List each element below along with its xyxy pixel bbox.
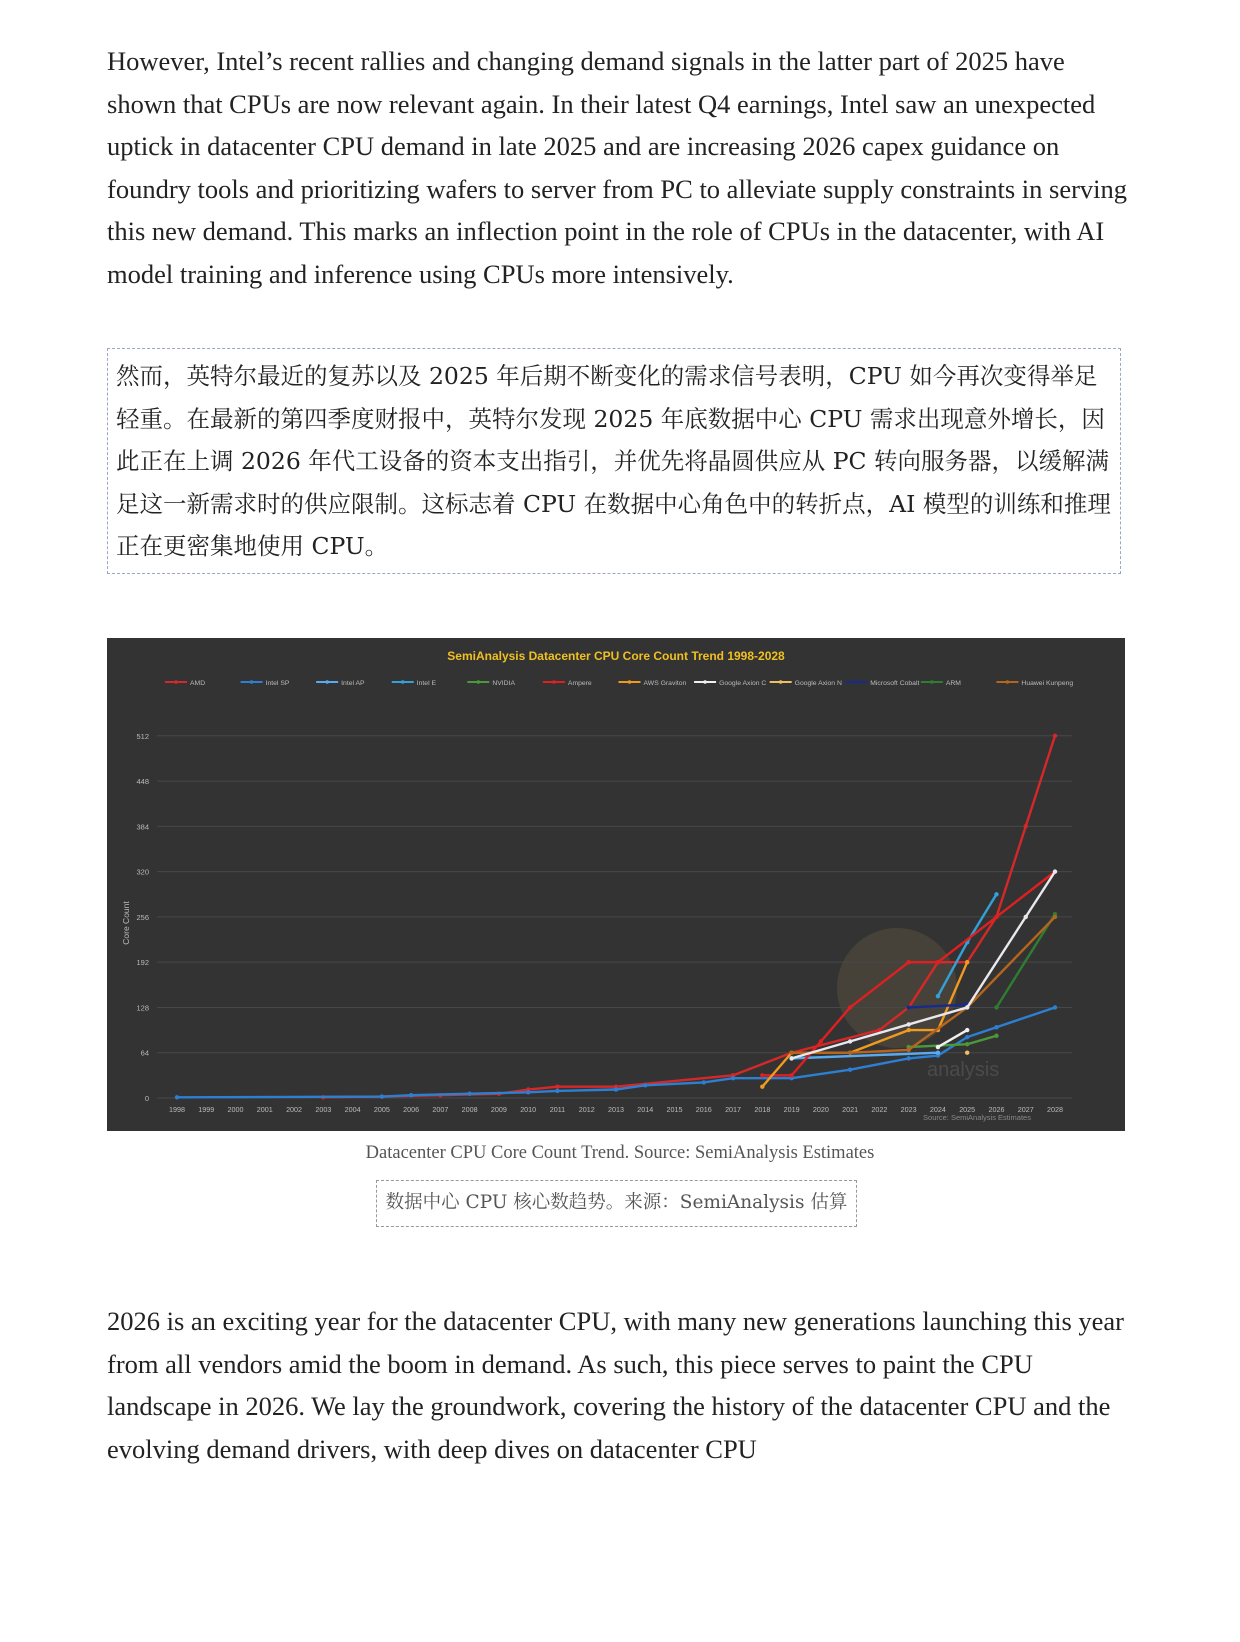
y-tick-label: 384 [136,822,149,832]
series-line [996,914,1055,1007]
x-tick-label: 1998 [169,1105,185,1114]
x-tick-label: 2027 [1017,1105,1034,1114]
x-tick-label: 2006 [403,1105,420,1114]
data-point [906,1048,910,1052]
x-tick-label: 2024 [929,1105,946,1114]
data-point [994,1005,998,1009]
translation-text: 然而，英特尔最近的复苏以及 2025 年后期不断变化的需求信号表明，CPU 如今再次变得举足轻重。在最新的第四季度财报中，英特尔发现 2025 年底数据中心 CPU 需求出现意外增长，因此正在上调 2026 年代工设备的资本支出指引，并优先将晶圆供应从 PC 转向服务器，以缓解满足这一新需求时的供应限制。这标志着 CPU 在数据中心角色中的转折点，AI 模型的训练和推理正在更密集地使用 CPU。 [116,362,1111,560]
legend-marker [703,680,707,684]
data-point [1024,824,1028,828]
legend-label: Intel SP [265,680,290,687]
data-point [994,915,998,919]
x-tick-label: 2011 [549,1105,566,1114]
legend-marker [779,680,783,684]
data-point [526,1090,530,1094]
y-tick-label: 192 [136,958,149,968]
legend-marker [552,680,556,684]
x-tick-label: 2016 [695,1105,712,1114]
y-tick-label: 320 [136,867,149,877]
legend-label: Google Axion N [794,680,842,687]
data-point [380,1094,384,1098]
x-tick-label: 2004 [344,1105,361,1114]
data-point [965,1028,969,1032]
y-tick-label: 0 [144,1094,149,1103]
series-line [938,894,997,996]
x-tick-label: 2002 [286,1105,303,1114]
source-note: Source: SemiAnalysis Estimates [923,1113,1031,1122]
y-axis-label: Core Count [121,901,131,945]
data-point [906,1005,910,1009]
data-point [906,1056,910,1060]
x-tick-label: 2005 [373,1105,390,1114]
data-point [760,1084,764,1088]
data-point [175,1095,179,1099]
legend-marker [174,680,178,684]
x-tick-label: 2025 [959,1105,976,1114]
x-tick-label: 2022 [871,1105,888,1114]
caption-translation-text: 数据中心 CPU 核心数趋势。来源：SemiAnalysis 估算 [385,1192,848,1213]
data-point [789,1056,793,1060]
data-point [965,1005,969,1009]
legend-label: ARM [945,680,961,687]
data-point [848,1051,852,1055]
core-count-chart [107,638,1125,1131]
data-point [936,994,940,998]
x-tick-label: 2023 [900,1105,917,1114]
data-point [760,1073,764,1077]
data-point [906,1022,910,1026]
legend-label: Microsoft Cobalt [870,680,920,687]
legend-marker [477,680,481,684]
legend-marker [1006,680,1010,684]
data-point [848,1005,852,1009]
paragraph-2026: 2026 is an exciting year for the datacenter CPU, with many new generations launching this year from all vendors amid the boom in demand. As such, this piece serves to paint the CPU landscape in 2026. We lay the groundwork, covering the history of the datacenter CPU and the evolving demand drivers, with deep dives on datacenter CPU [107,1306,1125,1464]
legend-marker [250,680,254,684]
data-point [731,1076,735,1080]
data-point [1053,1005,1057,1009]
chart-figure [107,638,1125,1131]
data-point [555,1084,559,1088]
x-tick-label: 2020 [812,1105,829,1114]
legend-label: AWS Graviton [643,680,687,687]
x-tick-label: 2015 [666,1105,683,1114]
paragraph-intro: However, Intel’s recent rallies and changing demand signals in the latter part of 2025 have shown that CPUs are now relevant again. In their latest Q4 earnings, Intel saw an unexpected uptick in datacenter CPU demand in late 2025 and are increasing 2026 capex guidance on foundry tools and prioritizing wafers to server from PC to alleviate supply constraints in serving this new demand. This marks an inflection point in the role of CPUs in the datacenter, with AI model training and inference using CPUs more intensively. [107,46,1128,289]
data-point [1053,869,1057,873]
x-tick-label: 2019 [783,1105,800,1114]
data-point [789,1073,793,1077]
legend-marker [930,680,934,684]
data-point [409,1093,413,1097]
data-point [848,1039,852,1043]
x-tick-label: 2007 [432,1105,449,1114]
data-point [906,1028,910,1032]
legend-label: NVIDIA [492,680,516,687]
data-point [643,1083,647,1087]
data-point [819,1039,823,1043]
x-tick-label: 2013 [608,1105,624,1114]
figure-caption: Datacenter CPU Core Count Trend. Source: SemiAnalysis Estimates [365,1143,875,1163]
translation-box [107,348,1121,574]
y-tick-label: 128 [136,1003,149,1013]
legend-marker [325,680,329,684]
data-point [965,1042,969,1046]
y-tick-label: 448 [136,777,149,787]
data-point [936,960,940,964]
x-tick-label: 2026 [988,1105,1005,1114]
data-point [467,1092,471,1096]
y-tick-label: 256 [136,912,149,922]
y-tick-label: 512 [136,731,149,741]
watermark-text: analysis [927,1059,1000,1081]
data-point [994,892,998,896]
x-tick-label: 2028 [1047,1105,1063,1114]
legend-label: Huawei Kunpeng [1021,680,1074,687]
legend-label: Ampere [567,680,592,687]
legend-label: Intel AP [341,680,365,687]
x-tick-label: 2008 [461,1105,478,1114]
data-point [702,1080,706,1084]
x-tick-label: 2003 [315,1105,332,1114]
y-tick-label: 64 [140,1048,149,1058]
x-tick-label: 2010 [520,1105,537,1114]
legend-label: Intel E [416,680,437,687]
data-point [848,1068,852,1072]
x-tick-label: 2014 [637,1105,654,1114]
data-point [1053,734,1057,738]
legend-label: Google Axion C [719,680,767,687]
data-point [1053,915,1057,919]
legend-marker [628,680,632,684]
data-point [555,1089,559,1093]
figure-caption-translation [376,1180,857,1227]
data-point [936,1045,940,1049]
data-point [936,1051,940,1055]
data-point [614,1087,618,1091]
data-point [789,1051,793,1055]
data-point [994,1025,998,1029]
data-point [1024,915,1028,919]
legend-marker [401,680,405,684]
data-point [965,960,969,964]
legend-marker [854,680,858,684]
x-tick-label: 2001 [256,1105,273,1114]
x-tick-label: 2000 [227,1105,244,1114]
chart-title: SemiAnalysis Datacenter CPU Core Count Trend 1998-2028 [447,649,785,663]
data-point [965,1035,969,1039]
legend-label: AMD [190,680,206,687]
x-tick-label: 2012 [578,1105,595,1114]
data-point [965,1051,969,1055]
x-tick-label: 2018 [754,1105,771,1114]
x-tick-label: 2009 [490,1105,507,1114]
x-tick-label: 1999 [198,1105,215,1114]
x-tick-label: 2017 [725,1105,742,1114]
data-point [994,1034,998,1038]
data-point [906,960,910,964]
x-tick-label: 2021 [842,1105,859,1114]
